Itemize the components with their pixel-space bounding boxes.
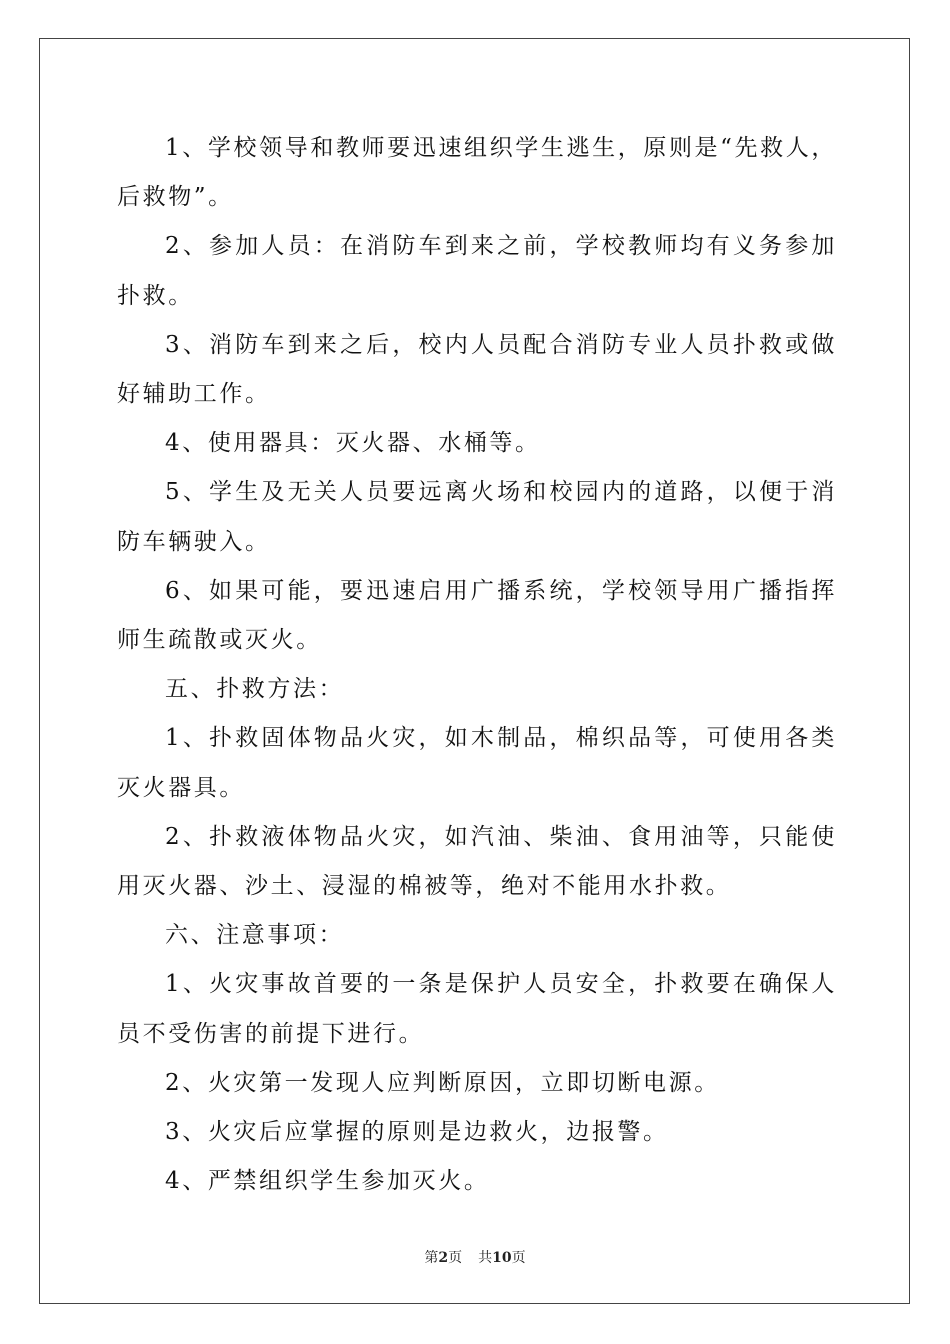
page-prefix: 第: [424, 1250, 439, 1266]
total-suffix: 页: [511, 1250, 526, 1266]
document-body: [117, 124, 837, 1206]
page-indicator: [424, 1250, 462, 1266]
paragraph: 1、火灾事故首要的一条是保护人员安全，扑救要在确保人员不受伤害的前提下进行。: [117, 971, 837, 1047]
total-pages-indicator: [478, 1250, 525, 1266]
paragraph: 1、学校领导和教师要迅速组织学生逃生，原则是“先救人，后救物”。: [117, 135, 837, 211]
paragraph: 2、火灾第一发现人应判断原因，立即切断电源。: [165, 1069, 720, 1096]
total-pages: 10: [492, 1250, 512, 1266]
paragraph: 1、扑救固体物品火灾，如木制品，棉织品等，可使用各类灭火器具。: [117, 725, 837, 801]
total-prefix: 共: [478, 1250, 493, 1266]
paragraph: 5、学生及无关人员要远离火场和校园内的道路，以便于消防车辆驶入。: [117, 479, 837, 555]
page-suffix: 页: [448, 1250, 463, 1266]
section-heading: 五、扑救方法：: [165, 676, 345, 703]
page-number: 2: [438, 1250, 449, 1266]
paragraph: 2、参加人员：在消防车到来之前，学校教师均有义务参加扑救。: [117, 233, 837, 309]
page-footer: [0, 1249, 950, 1267]
paragraph: 3、火灾后应掌握的原则是边救火，边报警。: [165, 1119, 669, 1146]
paragraph: 4、使用器具：灭火器、水桶等。: [165, 430, 541, 457]
paragraph: 6、如果可能，要迅速启用广播系统，学校领导用广播指挥师生疏散或灭火。: [117, 577, 837, 654]
paragraph: 3、消防车到来之后，校内人员配合消防专业人员扑救或做好辅助工作。: [117, 331, 837, 408]
paragraph: 2、扑救液体物品火灾，如汽油、柴油、食用油等，只能使用灭火器、沙土、浸湿的棉被等，绝对不能用水扑救。: [117, 823, 837, 900]
paragraph: 4、严禁组织学生参加灭火。: [165, 1168, 490, 1195]
section-heading: 六、注意事项：: [165, 922, 345, 949]
